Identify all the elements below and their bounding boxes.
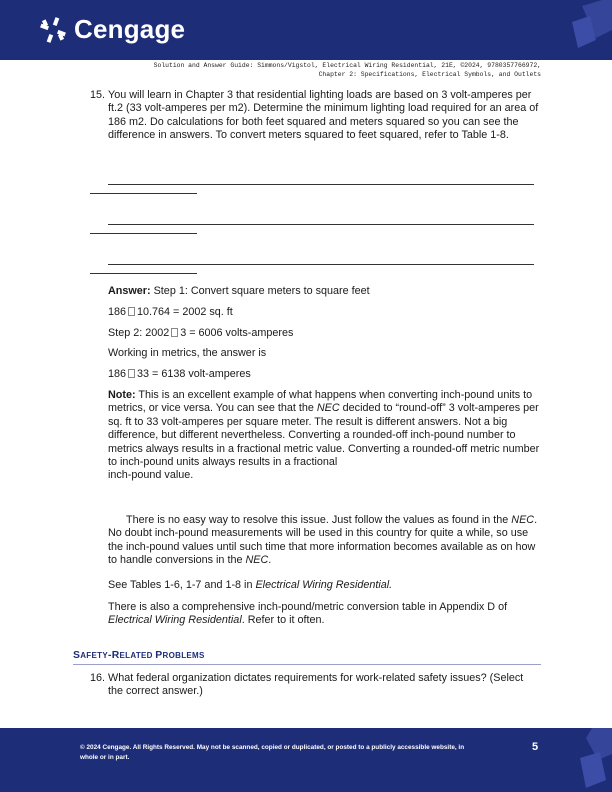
note-paragraph: [108, 389, 542, 483]
running-head-line-2: Chapter 2: Specifications, Electrical Symbols, and Outlets: [318, 71, 541, 78]
question-15: [90, 89, 540, 143]
nec-ref: NEC: [245, 554, 269, 567]
cengage-logo: [38, 14, 185, 45]
calc-result: 10.764 = 2002 sq. ft: [137, 306, 233, 318]
question-number: 16.: [90, 672, 106, 684]
decorative-pattern-icon: [572, 728, 612, 792]
brand-name: Cengage: [74, 14, 186, 44]
metric-intro-text: Working in metrics, the answer is: [108, 347, 267, 359]
answer-metric-intro: [108, 347, 542, 360]
decorative-pattern-icon: [552, 0, 612, 60]
heading-smallcaps: ELATED: [119, 651, 156, 660]
answer-step1-text: Step 1: Convert square meters to square feet: [150, 285, 370, 297]
paragraph-text: See Tables 1-6, 1-7 and 1-8 in: [108, 579, 256, 591]
answer-calc-3: [108, 368, 542, 381]
heading-cap: R: [111, 650, 120, 661]
calc-value: 186: [108, 306, 127, 318]
paragraph-text: There is also a comprehensive inch-pound/metric conversion table in Appendix D of: [108, 601, 508, 613]
book-title: Electrical Wiring Residential: [108, 614, 242, 627]
answer-label: Answer:: [108, 285, 151, 297]
note-text: inch-pound value.: [108, 469, 194, 482]
answer-blank-line[interactable]: [90, 212, 540, 234]
appendix-paragraph: [108, 601, 542, 628]
question-16: [90, 672, 540, 699]
answer-blank-line[interactable]: [90, 252, 540, 274]
answer-calc-1: [108, 306, 542, 319]
heading-dash: -: [107, 650, 112, 661]
see-tables-paragraph: [108, 579, 542, 592]
heading-cap: S: [73, 650, 81, 661]
paragraph-text: . No doubt inch-pound measurements will be used in this country for quite a while, so use the inch-pound values until such time that more information becomes available as on how to handle conversions in the: [108, 514, 538, 567]
heading-cap: P: [155, 650, 163, 661]
calc-value: 186: [108, 368, 127, 380]
note-label: Note:: [108, 389, 136, 401]
copyright-notice: © 2024 Cengage. All Rights Reserved. May not be scanned, copied or duplicated, or posted to a publicly accessible website, in whole or in part.: [80, 744, 465, 761]
nec-ref: NEC: [511, 514, 535, 526]
question-number: 15.: [90, 89, 106, 101]
note-text: This is an excellent example of what happens when converting inch-pound units to metrics, or vice versa. You can see that the: [108, 389, 533, 415]
missing-glyph-icon: [171, 328, 178, 337]
calc-result: 3 = 6006 volts-amperes: [180, 327, 294, 339]
heading-smallcaps: ROBLEMS: [162, 651, 205, 660]
calc-result: 33 = 6138 volt-amperes: [137, 368, 251, 380]
answer-step-2: [108, 327, 542, 340]
cengage-burst-icon: [38, 15, 68, 45]
running-head-line-1: Solution and Answer Guide: Simmons/Vigstol, Electrical Wiring Residential, 21E, ©2024, 9780357766972,: [153, 62, 541, 69]
book-title: Electrical Wiring Residential.: [255, 579, 393, 591]
resolve-paragraph: [108, 514, 542, 568]
section-heading: [73, 649, 541, 665]
missing-glyph-icon: [128, 307, 135, 316]
note-text: decided to “round-off” 3 volt-amperes per sq. ft to 33 volt-amperes per square meter. The result is different answers. Not a big difference, but different nevertheless. Converting a rounded-off inch-pound number to metrics always results in a fractional metric value. Converting a rounded-off metric number to inch-pound units always results in a fractional: [108, 402, 540, 469]
answer-blank-line[interactable]: [90, 172, 540, 194]
paragraph-text: . Refer to it often.: [241, 614, 325, 627]
paragraph-text: There is no easy way to resolve this issue. Just follow the values as found in the: [126, 514, 512, 526]
page-number: 5: [532, 741, 539, 753]
paragraph-text: .: [268, 554, 272, 567]
question-text: What federal organization dictates requirements for work-related safety issues? (Select the correct answer.): [108, 672, 524, 698]
heading-smallcaps: AFETY: [80, 651, 108, 660]
nec-ref: NEC: [316, 402, 340, 415]
question-text: You will learn in Chapter 3 that residential lighting loads are based on 3 volt-amperes per ft.2 (33 volt-amperes per m2). Determine the minimum lighting load required for an area of 186 m2. Do calculations for both feet squared and meters squared so you can see the difference in answers. To convert meters squared to feet squared, refer to Table 1-8.: [108, 89, 539, 142]
missing-glyph-icon: [128, 369, 135, 378]
calc-value: Step 2: 2002: [108, 327, 170, 339]
running-head: [154, 61, 541, 79]
answer-step-1: [108, 285, 542, 298]
